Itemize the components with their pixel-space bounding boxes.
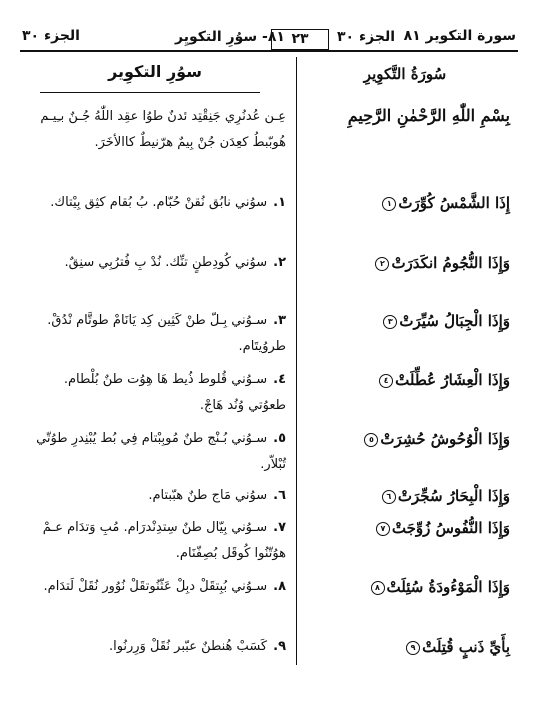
verse-end-mark-icon: ٩ [406,641,420,655]
verse-number: ٧. [273,520,286,535]
verse-translation [36,574,286,600]
verse-arabic-text: وَإِذَا الْمَوْءُودَةُ سُئِلَتْ [386,578,510,596]
verse-end-mark-icon: ٥ [364,433,378,447]
verse-end-mark-icon: ١ [382,197,396,211]
verse-arabic-text: وَإِذَا الْجِبَالُ سُيِّرَتْ [399,312,510,330]
verse-number: ٢. [273,255,286,270]
verse-translation-text: سـوُني بِـلّ طنْ كَثِين كِد يَانَامْ طوتَّام نْدُقْ. طروُيتَام. [47,313,286,354]
verse-translation [36,190,286,216]
verse-translation-text: سوُني نابُق نُقنْ حُبّام. بُ بُقام كثِق بِيْتاك. [50,195,268,210]
verse-row [0,308,540,360]
verse-row [0,574,540,626]
header-center-surah: ٨١- سوُرِ التكويِر [175,29,285,45]
page-header [20,28,518,52]
basmala: بِسْمِ اللّٰهِ الرَّحْمٰنِ الرَّحِيمِ [347,106,510,125]
verse-row [0,515,540,567]
verse-end-mark-icon: ٨ [371,581,385,595]
verse-row [0,634,540,664]
verse-arabic-text: إِذَا الشَّمْسُ كُوِّرَتْ [398,194,510,212]
verse-number: ٤. [273,372,286,387]
intro-paragraph: عِـن عُدنُرِي جَنِقْتِد ئدنٌ طوُا عقِد اللّٰهُ جُـنٌ بـِيـم هُوبّبطُ كعِدَن جُنْ بِيمٌ هرّنيطٌ كاالأخَرَ. [40,109,286,150]
verse-arabic [300,250,510,276]
verse-end-mark-icon: ٤ [379,374,393,388]
verse-number: ٦. [273,488,286,503]
verse-row [0,190,540,242]
verse-arabic-text: وَإِذَا الْعِشَارُ عُطِّلَتْ [395,371,510,389]
verse-arabic [300,367,510,393]
title-underline [40,92,260,93]
verse-translation [36,426,286,478]
verse-translation-text: كَسَبْ هُنطنٌ عبّبر نُقَلْ وَرِرنُوا. [108,639,268,654]
verse-row [0,367,540,419]
verse-translation-text: سـوُني بِيّال طنٌ سِتدِنْدرَام. مُبِ وَتدَام عـمْ هوُتّنُوا كُوقَل بُصِفّنَام. [42,520,286,561]
verse-arabic [300,426,510,452]
verse-row [0,483,540,513]
header-surah-name: سورة التكوير ٨١ [403,28,516,44]
verse-number: ٣. [273,313,286,328]
verse-arabic-text: بِأَيِّ ذَنبٍ قُتِلَتْ [422,638,510,656]
verse-arabic [300,515,510,541]
verse-translation [36,483,286,509]
verse-end-mark-icon: ٢ [375,257,389,271]
verse-translation [36,634,286,660]
verse-arabic-text: وَإِذَا النُّجُومُ انكَدَرَتْ [391,254,510,272]
verse-row [0,250,540,302]
verse-translation-text: سـوُني بُـنْج طنٌ مُوبِبْتام فِي بُط يُبْنِدرِ طوُتّي تُبْلاّر. [36,431,286,472]
verse-number: ٩. [273,639,286,654]
verse-arabic [300,574,510,600]
verse-arabic [300,190,510,216]
verse-number: ١. [273,195,286,210]
verse-translation-text: سـوُني بُبِتقَلْ دبِلْ عَثّنُوتقَلْ نُوُور نُقَلْ لَتدَام. [43,579,268,594]
verse-translation-text: سوُني كُودِطنٍ تنِّك. نُدْ بِ فُترُبِي سنِقٌ. [64,255,268,270]
header-center-juz: الجزء ٣٠ [337,29,395,45]
verse-translation [36,250,286,276]
verse-arabic [300,634,510,660]
translation-column-title: سوُرِ التكوِير [108,62,202,81]
verse-number: ٨. [273,579,286,594]
verse-translation [36,515,286,567]
verse-arabic [300,308,510,334]
verse-end-mark-icon: ٧ [376,522,390,536]
verse-arabic-text: وَإِذَا الْوُحُوشُ حُشِرَتْ [380,430,510,448]
page-number-box: ٢٣ [271,29,329,50]
verse-arabic-text: وَإِذَا الْبِحَارُ سُجِّرَتْ [397,487,510,505]
verse-arabic [300,483,510,509]
verse-row [0,426,540,478]
verse-translation-text: سوُني مَاج طنٌ هبّبتام. [148,488,268,503]
verse-number: ٥. [273,431,286,446]
verse-end-mark-icon: ٦ [382,490,396,504]
verse-translation [36,367,286,419]
arabic-column-title: سُورَةُ التَّكوِيرِ [363,65,447,83]
verse-end-mark-icon: ٣ [383,315,397,329]
header-center [175,29,395,48]
verse-translation [36,308,286,360]
verse-arabic-text: وَإِذَا النُّفُوسُ زُوِّجَتْ [391,519,510,537]
verse-translation-text: سـوُني قُلوط ذُيط هَا هِوُت طنٌ بُلْطام. طعوُتي وُنُد هَاجْ. [63,372,286,413]
header-juz: الجزء ٣٠ [22,28,80,44]
